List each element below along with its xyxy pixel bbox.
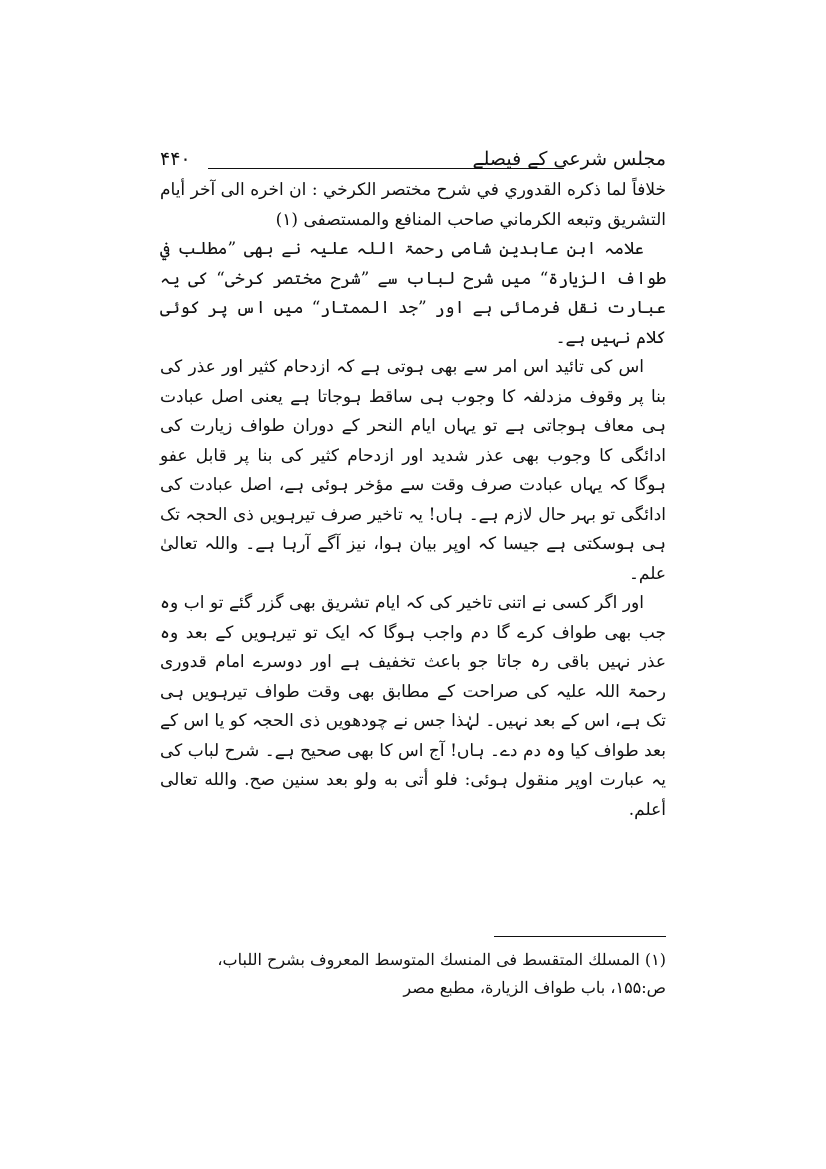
book-title: مجلس شرعی کے فیصلے [472,148,666,170]
paragraph-allama-shami: علامہ ابن عابدین شامی رحمۃ اللہ علیہ نے بھی ”مطلب في طواف الزيارة“ میں شرح لباب سے ”شرح مختصر کرخی“ کی یہ عبارت نقل فرمائی ہے اور ”جد الممتار“ میں اس پر کوئی کلام نہیں ہے۔ [160,239,666,348]
footnote-rule [494,936,666,937]
running-header [160,146,666,174]
main-text [160,176,666,825]
paragraph-support: اس کی تائید اس امر سے بھی ہوتی ہے کہ ازدحام کثیر اور عذر کی بنا پر وقوف مزدلفہ کا وجوب ہی ساقط ہوجاتا ہے یعنی اصل عبادت ہی معاف ہوجاتی ہے تو یہاں ایام النحر کے دوران طواف زیارت کی ادائگی کا وجوب بھی عذر شدید اور ازدحام کثیر کی بنا پر قابل عفو ہوگا کہ یہاں عبادت صرف وقت سے مؤخر ہوئی ہے، اصل عبادت کی ادائگی تو بہر حال لازم ہے۔ ہاں! یہ تاخیر صرف تیرہویں ذی الحجہ تک ہی ہوسکتی ہے جیسا کہ اوپر بیان ہوا، نیز آگے آرہا ہے۔ واللہ تعالیٰ علم۔ [160,357,666,584]
page-number: ۴۴۰ [160,148,191,170]
header-rule [208,168,564,169]
paragraph-arabic-quote: خلافاً لما ذكره القدوري في شرح مختصر الكرخي : ان اخره الى آخر أيام التشريق وتبعه الكرماني صاحب المنافع والمستصفى (۱) [160,180,666,230]
footnote: (۱) المسلك المتقسط فی المنسك المتوسط المعروف بشرح اللباب، ص:۱۵۵، باب طواف الزيارة، مطبع مصر [217,950,666,997]
paragraph-delay-ruling: اور اگر کسی نے اتنی تاخیر کی کہ ایام تشریق بھی گزر گئے تو اب وہ جب بھی طواف کرے گا دم واجب ہوگا کہ ایک تو تیرہویں کے بعد وہ عذر نہیں باقی رہ جاتا جو باعث تخفیف ہے اور دوسرے امام قدوری رحمۃ اللہ علیہ کی صراحت کے مطابق بھی وقت طواف تیرہویں ہی تک ہے، اس کے بعد نہیں۔ لہٰذا جس نے چودھویں ذی الحجہ کو یا اس کے بعد طواف کیا وہ دم دے۔ ہاں! آج اس کا بھی صحیح ہے۔ شرح لباب کی یہ عبارت اوپر منقول ہوئی: فلو أتى به ولو بعد سنين صح. والله تعالى أعلم. [160,593,666,820]
